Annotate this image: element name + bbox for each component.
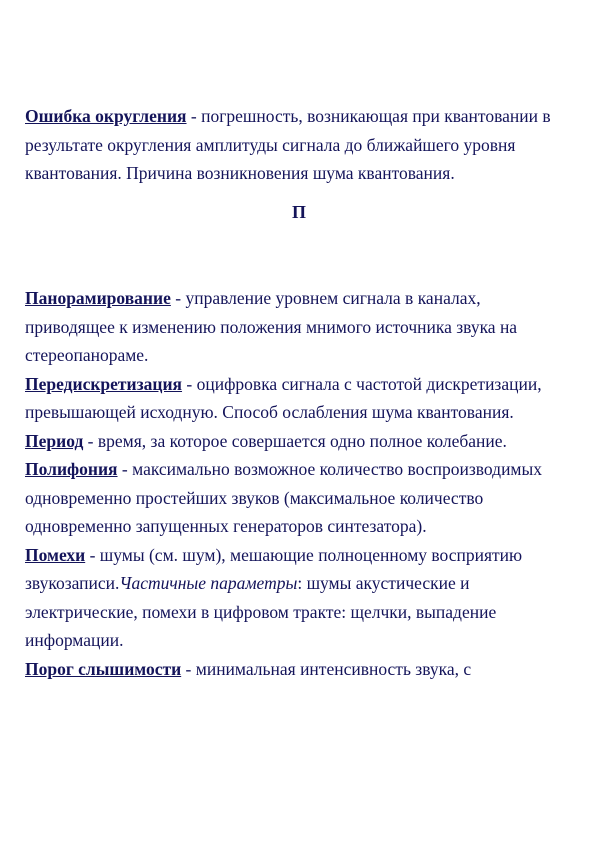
term-separator: - <box>181 658 196 679</box>
glossary-term: Ошибка округления <box>25 106 187 126</box>
glossary-term: Порог слышимости <box>25 658 182 679</box>
glossary-term: Период <box>25 430 84 451</box>
glossary-term: Передискретизация <box>25 373 183 394</box>
glossary-entry <box>25 541 573 655</box>
term-separator: - <box>186 106 202 126</box>
glossary-content <box>25 102 573 683</box>
glossary-definition: погрешность, возникающая при квантовании в результате округления амплитуды сигнала до ближайшего уровня квантования. Причина возникновения шума квантования. <box>25 106 551 183</box>
term-separator: - <box>83 430 98 451</box>
glossary-definition-continued: : шумы акустические и электрические, помехи в цифровом тракте: щелчки, выпадение информации. <box>25 573 497 650</box>
glossary-definition: время, за которое совершается одно полное колебание. <box>97 430 507 451</box>
glossary-term: Полифония <box>25 459 118 479</box>
glossary-definition: управление уровнем сигнала в каналах, приводящее к изменению положения мнимого источника звука на стереопанораме. <box>25 288 518 365</box>
glossary-term: Панорамирование <box>25 288 171 308</box>
glossary-definition: максимально возможное количество воспроизводимых одновременно простейших звуков (максимальное количество одновременно запущенных генераторов синтезатора). <box>25 459 543 536</box>
term-separator: - <box>170 288 186 308</box>
term-separator: - <box>182 373 197 394</box>
glossary-definition: оцифровка сигнала с частотой дискретизации, превышающей исходную. Способ ослабления шума квантования. <box>25 373 542 422</box>
glossary-entry <box>25 370 573 427</box>
term-separator: - <box>85 544 100 565</box>
glossary-entry <box>25 655 573 684</box>
glossary-term: Помехи <box>25 544 86 565</box>
glossary-entry <box>25 455 573 541</box>
glossary-entry <box>25 427 573 456</box>
italic-phrase: Частичные параметры <box>119 573 298 593</box>
term-separator: - <box>117 459 133 479</box>
glossary-definition: шумы (см. шум), мешающие полноценному восприятию звукозаписи. <box>25 544 523 593</box>
glossary-entry <box>25 102 573 188</box>
glossary-entry <box>25 284 573 370</box>
glossary-definition: минимальная интенсивность звука, с <box>195 658 472 679</box>
section-letter: П <box>291 201 306 222</box>
